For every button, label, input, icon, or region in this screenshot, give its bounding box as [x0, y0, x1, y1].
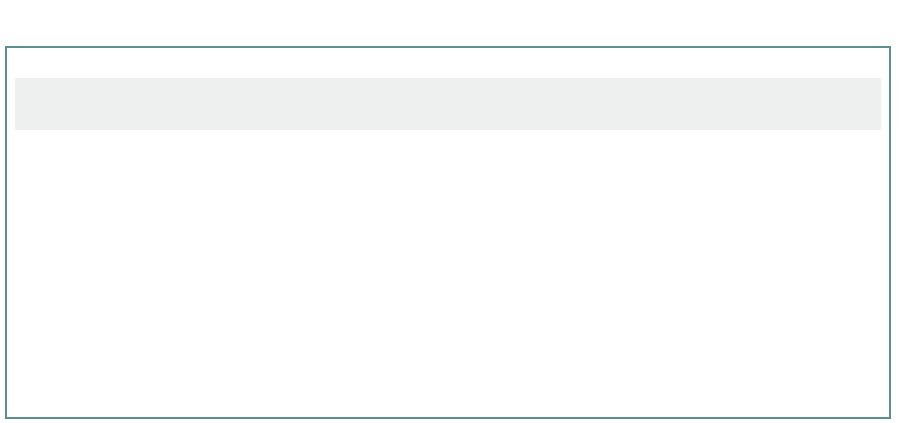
page-title	[0, 4, 900, 40]
revenue-table	[5, 46, 891, 419]
table-header	[15, 78, 881, 130]
